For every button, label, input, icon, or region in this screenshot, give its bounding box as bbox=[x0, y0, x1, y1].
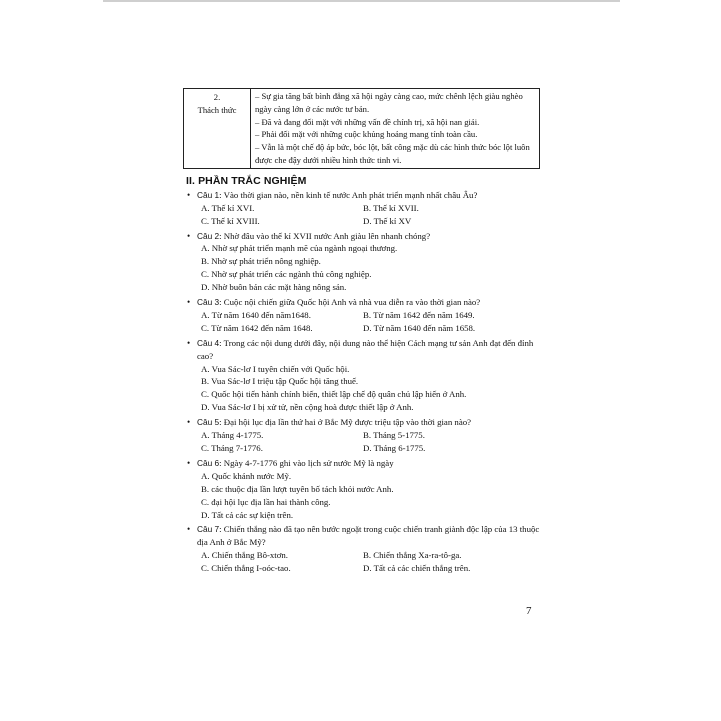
table-label-text: Thách thức bbox=[197, 104, 237, 115]
option-a: A. Thế kỉ XVI. bbox=[201, 202, 255, 213]
option-d: D. Thế kỉ XV bbox=[363, 215, 412, 226]
bullet-icon: • bbox=[187, 189, 191, 200]
option-a: A. Từ năm 1640 đến năm1648. bbox=[201, 309, 311, 320]
question-number: Câu 7 bbox=[197, 524, 220, 535]
challenges-table bbox=[183, 88, 540, 169]
table-content-line: – Sự gia tăng bất bình đẳng xã hội ngày càng cao, mức chênh lệch giàu nghèo ngày càng lớn ở các nước tư bản. bbox=[255, 91, 523, 114]
bullet-icon: • bbox=[187, 457, 191, 468]
option-d: D. Tất cả các sự kiện trên. bbox=[201, 509, 294, 520]
textbook-page bbox=[183, 88, 543, 575]
question-text: : Nhờ đâu vào thế kỉ XVII nước Anh giàu lên nhanh chóng? bbox=[219, 230, 431, 241]
option-c: C. Từ năm 1642 đến năm 1648. bbox=[201, 322, 313, 333]
option-b: B. Nhờ sự phát triển nông nghiệp. bbox=[201, 256, 321, 267]
option-c: C. đại hội lục địa lần hai thành công. bbox=[201, 496, 331, 507]
option-b: B. Chiến thắng Xa-ra-tô-ga. bbox=[363, 550, 462, 561]
option-c: C. Quốc hội tiến hành chính biến, thiết lập chế độ quân chủ lập hiến ở Anh. bbox=[201, 389, 467, 400]
option-c: C. Chiến thắng I-oóc-tao. bbox=[201, 563, 291, 574]
question-number: Câu 2 bbox=[197, 230, 220, 241]
question-2 bbox=[183, 230, 543, 295]
table-content-cell bbox=[251, 89, 540, 169]
bullet-icon: • bbox=[187, 297, 191, 308]
question-number: Câu 4 bbox=[197, 337, 220, 348]
option-a: A. Nhờ sự phát triển mạnh mẽ của ngành ngoại thương. bbox=[201, 243, 398, 254]
option-a: A. Tháng 4-1775. bbox=[201, 430, 264, 441]
option-a: A. Vua Sác-lơ I tuyên chiến với Quốc hội. bbox=[201, 363, 350, 374]
question-text: : Chiến thắng nào đã tạo nên bước ngoặt trong cuộc chiến tranh giành độc lập của 13 thuộc địa Anh ở Bắc Mỹ? bbox=[197, 524, 540, 548]
table-content-line: – Phải đối mặt với những cuộc khủng hoảng mang tính toàn cầu. bbox=[255, 129, 478, 140]
option-c: C. Tháng 7-1776. bbox=[201, 443, 263, 453]
bullet-icon: • bbox=[187, 524, 191, 535]
option-c: C. Thế kỉ XVIII. bbox=[201, 215, 260, 226]
question-5 bbox=[183, 416, 543, 455]
question-text: : Ngày 4-7-1776 ghi vào lịch sử nước Mỹ là ngày bbox=[219, 457, 394, 468]
question-text: : Đại hội lục địa lần thứ hai ở Bắc Mỹ được triệu tập vào thời gian nào? bbox=[219, 417, 472, 428]
option-b: B. các thuộc địa lần lượt tuyên bố tách khỏi nước Anh. bbox=[201, 483, 394, 494]
question-text: : Vào thời gian nào, nền kinh tế nước Anh phát triển mạnh nhất châu Âu? bbox=[219, 189, 478, 200]
question-text: : Trong các nội dung dưới đây, nội dung nào thể hiện Cách mạng tư sản Anh đạt đến đỉnh cao? bbox=[197, 337, 534, 361]
table-content-line: – Đã và đang đối mặt với những vấn đề chính trị, xã hội nan giải. bbox=[255, 116, 480, 127]
question-4 bbox=[183, 337, 543, 414]
question-number: Câu 5 bbox=[197, 417, 220, 428]
question-7 bbox=[183, 523, 543, 575]
page-number: 7 bbox=[526, 605, 532, 617]
table-row bbox=[184, 89, 540, 169]
option-b: B. Vua Sác-lơ I triệu tập Quốc hội tăng thuế. bbox=[201, 376, 359, 387]
bullet-icon: • bbox=[187, 417, 191, 428]
option-b: B. Thế kỉ XVII. bbox=[363, 202, 419, 213]
question-number: Câu 6 bbox=[197, 457, 220, 468]
question-3 bbox=[183, 296, 543, 335]
question-text: : Cuộc nội chiến giữa Quốc hội Anh và nhà vua diễn ra vào thời gian nào? bbox=[219, 297, 481, 308]
question-1 bbox=[183, 189, 543, 228]
option-a: A. Chiến thắng Bô-xtơn. bbox=[201, 550, 288, 561]
section-title: II. PHẦN TRẮC NGHIỆM bbox=[186, 174, 307, 187]
question-number: Câu 1 bbox=[197, 189, 220, 200]
question-6 bbox=[183, 457, 543, 522]
bullet-icon: • bbox=[187, 230, 191, 241]
table-label-number: 2. bbox=[213, 92, 221, 102]
table-label-cell bbox=[184, 89, 251, 169]
option-b: B. Từ năm 1642 đến năm 1649. bbox=[363, 309, 475, 320]
option-b: B. Tháng 5-1775. bbox=[363, 430, 425, 441]
option-a: A. Quốc khánh nước Mỹ. bbox=[201, 470, 292, 481]
option-d: D. Nhờ buôn bán các mặt hàng nông sản. bbox=[201, 282, 347, 293]
table-content-line: – Vẫn là một chế độ áp bức, bóc lột, bất công mặc dù các hình thức bóc lột luôn được che đậy dưới nhiều hình thức tinh vi. bbox=[255, 142, 530, 165]
option-d: D. Vua Sác-lơ I bị xử tử, nền cộng hoà được thiết lập ở Anh. bbox=[201, 402, 414, 413]
option-d: D. Từ năm 1640 đến năm 1658. bbox=[363, 322, 476, 333]
option-d: D. Tất cả các chiến thắng trên. bbox=[363, 563, 471, 574]
question-number: Câu 3 bbox=[197, 297, 220, 308]
page-top-edge bbox=[103, 0, 620, 2]
option-c: C. Nhờ sự phát triển các ngành thủ công nghiệp. bbox=[201, 269, 372, 280]
bullet-icon: • bbox=[187, 337, 191, 348]
option-d: D. Tháng 6-1775. bbox=[363, 443, 426, 453]
